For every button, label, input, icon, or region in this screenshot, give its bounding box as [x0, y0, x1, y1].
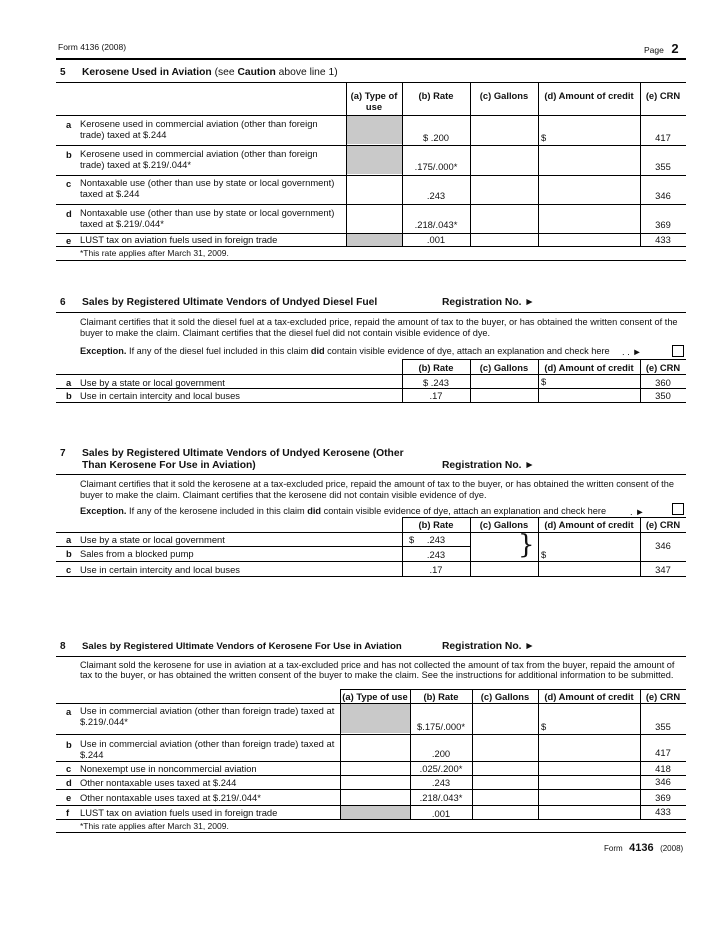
s5-row-c-desc: Nontaxable use (other than use by state or local government) taxed at $.244 [80, 177, 335, 199]
footer-form-year: (2008) [660, 844, 684, 853]
s5-row-a-amount-prefix: $ [541, 132, 547, 143]
s7-row-a-rate-prefix: $ [409, 534, 415, 545]
footer-form-label: Form [604, 844, 623, 853]
s5-row-d-desc: Nontaxable use (other than use by state or local government) taxed at $.219/.044* [80, 207, 335, 229]
s8-row-b-crn: 417 [655, 747, 671, 758]
s7-certification-text: Claimant certifies that it sold the kerosene at a tax-excluded price, repaid the amount of tax to the buyer, or has obtained the written consent of the buyer to make the claim. Claimant certifies that the kerosene did not contain visible evidence of dye. [80, 479, 674, 500]
section-5-title-post: above line 1) [275, 67, 338, 78]
s5-col-c-header: (c) Gallons [479, 90, 529, 101]
s6-header-rule [56, 374, 686, 375]
s5-row-c-crn: 346 [655, 190, 671, 201]
s5-row-e-desc: LUST tax on aviation fuels used in foreign trade [80, 234, 278, 245]
s5-row-a-desc: Kerosene used in commercial aviation (other than foreign trade) taxed at $.244 [80, 118, 318, 140]
s8-row-b-desc: Use in commercial aviation (other than foreign trade) taxed at $.244 [80, 738, 335, 760]
s8-rule-d [56, 789, 686, 790]
s5-vline-d [538, 82, 539, 246]
s5-row-e-crn: 433 [655, 234, 671, 245]
s8-row-e-desc: Other nontaxable uses taxed at $.219/.044* [80, 792, 261, 803]
s7-exception-did: did [307, 506, 322, 516]
s8-vline-d [538, 689, 539, 819]
s5-row-d-letter: d [66, 208, 72, 219]
s7-c-crn: 347 [655, 564, 671, 575]
s8-rule-a [56, 734, 686, 735]
s7-vline-d [538, 517, 539, 576]
s6-exception-label: Exception. [80, 346, 127, 356]
s5-row-d-crn: 369 [655, 219, 671, 230]
s5-row-b-desc: Kerosene used in commercial aviation (other than foreign trade) taxed at $.219/.044* [80, 148, 318, 170]
s7-vline-c [470, 517, 471, 576]
s8-row-a-crn: 355 [655, 721, 671, 732]
s8-rule-f [56, 819, 686, 820]
s7-exception-pre: If any of the kerosene included in this claim [126, 506, 308, 516]
s7-registration-label: Registration No. ► [442, 460, 535, 471]
s8-vline-a [340, 689, 341, 819]
s6-col-e-header: (e) CRN [645, 362, 681, 373]
s8-bottom-rule [56, 832, 686, 833]
s8-header-top-rule [340, 689, 686, 690]
s5-row-a-letter: a [66, 119, 72, 130]
s8-certification-text: Claimant sold the kerosene for use in aviation at a tax-excluded price and has not collected the amount of tax from the buyer, repaid the amount of tax to the buyer, or has obtained the written consent of the buyer to make the claim. See the instructions for additional information to be submitted. [80, 660, 675, 680]
section-6-number: 6 [60, 297, 66, 308]
s6-registration-label: Registration No. ► [442, 297, 535, 308]
s6-exception-leader: . . ► [622, 346, 642, 357]
s8-row-f-desc: LUST tax on aviation fuels used in foreign trade [80, 807, 278, 818]
s8-row-c-letter: c [66, 763, 72, 774]
s8-col-d-header: (d) Amount of credit [544, 691, 634, 702]
s7-col-c-header: (c) Gallons [479, 519, 529, 530]
s8-row-b-letter: b [66, 739, 72, 750]
s5-row-e-rate: .001 [426, 234, 446, 245]
s6-col-d-header: (d) Amount of credit [544, 362, 634, 373]
s6-rule-a [56, 388, 686, 389]
section-7-title [82, 448, 404, 472]
s8-row-a-letter: a [66, 706, 72, 717]
s8-col-e-header: (e) CRN [645, 691, 681, 702]
s6-dye-checkbox[interactable] [672, 345, 684, 357]
s6-col-c-header: (c) Gallons [479, 362, 529, 373]
s7-row-a-desc: Use by a state or local government [80, 534, 225, 545]
s7-row-c-letter: c [66, 564, 72, 575]
footer-form-number: 4136 [629, 842, 654, 854]
s8-top-rule [56, 656, 686, 657]
s8-row-c-desc: Nonexempt use in noncommercial aviation [80, 763, 257, 774]
s7-rule-b [56, 561, 686, 562]
footer-form-id [604, 838, 683, 856]
s6-row-a-letter: a [66, 377, 72, 388]
section-5-top-rule [56, 82, 686, 83]
s5-shaded-a [347, 116, 402, 144]
s8-vline-c [472, 689, 473, 819]
section-5-caution: Caution [237, 67, 276, 78]
s8-row-e-crn: 369 [655, 792, 671, 803]
s5-rule-c [56, 204, 686, 205]
s7-col-e-header: (e) CRN [645, 519, 681, 530]
s7-row-b-rate: .243 [426, 549, 446, 560]
s6-exception-post: contain visible evidence of dye, attach an explanation and check here [324, 346, 610, 356]
s5-col-e-header: (e) CRN [645, 90, 681, 101]
section-5-title [82, 67, 338, 78]
s5-row-a-rate: $ .200 [422, 132, 450, 143]
s5-row-c-letter: c [66, 178, 72, 189]
page-label: Page [644, 45, 664, 55]
section-7-title-line1: Sales by Registered Ultimate Vendors of Undyed Kerosene (Other [82, 448, 404, 459]
s7-top-rule [56, 474, 686, 475]
s8-row-f-rate: .001 [431, 808, 451, 819]
s8-shaded-a [341, 704, 410, 733]
s7-row-a-letter: a [66, 534, 72, 545]
s6-vline-d [538, 359, 539, 402]
s6-row-b-crn: 350 [655, 390, 671, 401]
s8-col-a-header: (a) Type of use [342, 691, 408, 702]
s7-ab-amount-prefix: $ [541, 549, 547, 560]
section-5-title-main: Kerosene Used in Aviation [82, 67, 212, 78]
s5-rule-b [56, 175, 686, 176]
s8-registration-label: Registration No. ► [442, 641, 535, 652]
s5-row-b-letter: b [66, 149, 72, 160]
s5-bottom-rule [56, 260, 686, 261]
s7-row-c-rate: .17 [429, 564, 443, 575]
s7-rule-a [56, 546, 470, 547]
s8-row-a-rate: $.175/.000* [417, 721, 465, 732]
s6-exception-did: did [310, 346, 325, 356]
section-5-title-pre: (see [211, 67, 238, 78]
s5-row-d-rate: .218/.043* [414, 219, 458, 230]
s5-shaded-e [347, 234, 402, 246]
s6-certification-text: Claimant certifies that it sold the diesel fuel at a tax-excluded price, repaid the amount of tax to the buyer, or has obtained the written consent of the buyer to make the claim. Claimant certifies that the diesel fuel did not contain visible evidence of dye. [80, 317, 678, 338]
s5-vline-c [470, 82, 471, 246]
s7-bottom-rule [56, 576, 686, 577]
s8-row-d-rate: .243 [431, 777, 451, 788]
s7-dye-checkbox[interactable] [672, 503, 684, 515]
s8-row-d-desc: Other nontaxable uses taxed at $.244 [80, 777, 237, 788]
s6-col-b-header: (b) Rate [418, 362, 454, 373]
s8-rule-b [56, 761, 686, 762]
s8-row-c-rate: .025/.200* [419, 763, 463, 774]
s7-exception-label: Exception. [80, 506, 127, 516]
s5-col-d-header: (d) Amount of credit [544, 90, 634, 101]
s7-ab-crn: 346 [655, 540, 671, 551]
s6-top-rule [56, 312, 686, 313]
s5-row-b-crn: 355 [655, 161, 671, 172]
s7-exception-text [80, 506, 606, 516]
s5-row-a-crn: 417 [655, 132, 671, 143]
section-6-title: Sales by Registered Ultimate Vendors of Undyed Diesel Fuel [82, 297, 378, 308]
section-8-number: 8 [60, 641, 66, 652]
s6-header-top-rule [402, 359, 686, 360]
page-indicator [644, 40, 679, 58]
s8-rule-c [56, 775, 686, 776]
s6-exception-pre: If any of the diesel fuel included in this claim [126, 346, 311, 356]
s7-exception-post: contain visible evidence of dye, attach an explanation and check here [321, 506, 607, 516]
s5-rule-a [56, 145, 686, 146]
form-id: Form 4136 (2008) [58, 42, 127, 52]
s8-shaded-f [341, 806, 410, 819]
s6-row-a-desc: Use by a state or local government [80, 377, 225, 388]
s5-footnote: *This rate applies after March 31, 2009. [80, 248, 229, 258]
s6-row-b-rate: .17 [429, 390, 443, 401]
section-7-number: 7 [60, 448, 66, 459]
s5-row-e-letter: e [66, 235, 72, 246]
s7-col-d-header: (d) Amount of credit [544, 519, 634, 530]
s8-footnote: *This rate applies after March 31, 2009. [80, 821, 229, 831]
header-rule [56, 58, 686, 60]
s8-row-a-desc: Use in commercial aviation (other than foreign trade) taxed at $.219/.044* [80, 705, 335, 727]
s7-col-b-header: (b) Rate [418, 519, 454, 530]
s7-header-top-rule [402, 517, 686, 518]
s7-row-a-rate: .243 [426, 534, 446, 545]
s6-bottom-rule [56, 402, 686, 403]
s6-exception-text [80, 346, 610, 356]
s6-vline-c [470, 359, 471, 402]
s5-shaded-b [347, 146, 402, 174]
s6-row-b-letter: b [66, 390, 72, 401]
s8-row-e-letter: e [66, 792, 72, 803]
s8-row-d-letter: d [66, 777, 72, 788]
section-7-title-line2: Than Kerosene For Use in Aviation) [82, 460, 256, 471]
s7-brace-icon: } [518, 530, 535, 560]
s5-col-b-header: (b) Rate [418, 90, 454, 101]
s7-header-rule [56, 532, 686, 533]
s7-row-b-desc: Sales from a blocked pump [80, 548, 194, 559]
s5-row-c-rate: .243 [426, 190, 446, 201]
s6-row-a-rate: $ .243 [422, 377, 450, 388]
s8-col-c-header: (c) Gallons [480, 691, 530, 702]
s5-row-b-rate: .175/.000* [414, 161, 458, 172]
s8-row-b-rate: .200 [431, 748, 451, 759]
s8-row-e-rate: .218/.043* [419, 792, 463, 803]
s8-row-c-crn: 418 [655, 763, 671, 774]
s8-row-d-crn: 346 [655, 776, 671, 787]
s6-row-a-crn: 360 [655, 377, 671, 388]
s5-col-a-header: (a) Type of use [350, 90, 398, 112]
s8-col-b-header: (b) Rate [423, 691, 459, 702]
page-number: 2 [671, 41, 679, 56]
s8-row-f-crn: 433 [655, 806, 671, 817]
s7-row-c-desc: Use in certain intercity and local buses [80, 564, 240, 575]
s8-row-a-amount-prefix: $ [541, 721, 547, 732]
s6-row-b-desc: Use in certain intercity and local buses [80, 390, 240, 401]
s6-row-a-amount-prefix: $ [541, 376, 547, 387]
section-5-number: 5 [60, 67, 66, 78]
s5-rule-e [56, 246, 686, 247]
s5-vline-a [346, 82, 347, 246]
s7-exception-leader: . ► [630, 506, 645, 517]
s7-row-b-letter: b [66, 548, 72, 559]
s8-row-f-letter: f [66, 807, 70, 818]
s8-rule-e [56, 805, 686, 806]
section-8-title: Sales by Registered Ultimate Vendors of Kerosene For Use in Aviation [82, 641, 402, 652]
